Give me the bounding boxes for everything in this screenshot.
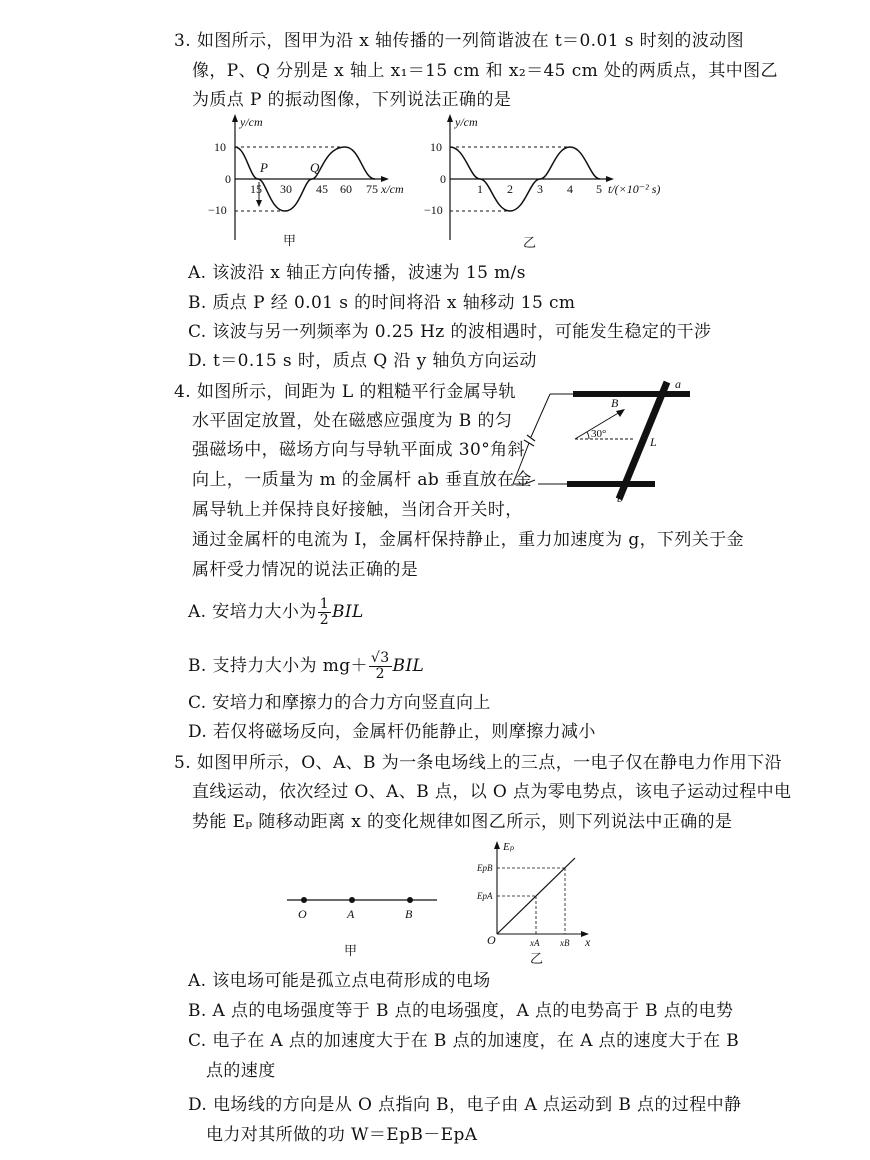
q3-vib-xlabel: t/(×10⁻² s) <box>608 182 661 196</box>
q4-option-c: C. 安培力和摩擦力的合力方向竖直向上 <box>188 693 491 713</box>
q4-option-a-den: 2 <box>319 612 329 628</box>
q3-wave-y-arrow <box>232 114 238 122</box>
q3-wave-xtick-75: 75 <box>366 182 378 196</box>
q3-option-a: A. 该波沿 x 轴正方向传播，波速为 15 m/s <box>188 263 526 283</box>
q4-option-b-prefix: B. 支持力大小为 mg＋ <box>188 656 368 676</box>
q4-stem-line5: 属导轨上并保持良好接触，当闭合开关时， <box>192 500 523 520</box>
q3-wave-xtick-30: 30 <box>280 182 292 196</box>
q3-wave-xtick-60: 60 <box>340 182 352 196</box>
q3-wave-point-p: P <box>260 160 268 175</box>
q3-wave-point-q: Q <box>310 160 320 175</box>
q5-ep-caption: 乙 <box>530 951 544 966</box>
q5-stem-line1: 5. 如图甲所示，O、A、B 为一条电场线上的三点，一电子仅在静电力作用下沿 <box>174 753 782 773</box>
q4-angle-arc <box>587 432 589 439</box>
q4-stem-line2: 水平固定放置，处在磁感应强度为 B 的匀 <box>192 411 513 431</box>
q5-stem-line2: 直线运动，依次经过 O、A、B 点，以 O 点为零电势点，该电子运动过程中电 <box>192 782 792 802</box>
q5-option-d-line1: D. 电场线的方向是从 O 点指向 B，电子由 A 点运动到 B 点的过程中静 <box>188 1095 742 1115</box>
q5-ep-tick-xb: xB <box>560 938 570 948</box>
q5-option-a: A. 该电场可能是孤立点电荷形成的电场 <box>188 971 491 991</box>
q5-field-caption: 甲 <box>344 943 358 958</box>
q3-stem-line1: 3. 如图所示，图甲为沿 x 轴传播的一列简谐波在 t＝0.01 s 时刻的波动图 <box>174 31 745 51</box>
q5-point-a <box>349 897 355 903</box>
q4-stem-line6: 通过金属杆的电流为 I，金属杆保持静止，重力加速度为 g，下列关于金 <box>192 530 745 550</box>
q5-ep-tick-epb: EpB <box>477 863 493 873</box>
q3-option-b: B. 质点 P 经 0.01 s 的时间将沿 x 轴移动 15 cm <box>188 293 576 313</box>
q4-rail-diagram <box>505 374 705 509</box>
q4-option-b-suffix: BIL <box>392 656 425 676</box>
q3-vib-xtick-5: 5 <box>596 182 602 196</box>
q3-wave-graph <box>200 112 404 252</box>
q3-vib-ytick-bottom: −10 <box>424 203 443 217</box>
q4-switch-arm <box>525 480 535 484</box>
q3-vib-xtick-4: 4 <box>567 182 573 196</box>
q5-ep-graph <box>475 838 625 968</box>
q3-wave-ytick-top: 10 <box>214 140 226 154</box>
q4-option-b <box>188 651 424 682</box>
q5-ep-xlabel: x <box>585 935 591 949</box>
q4-label-b: b <box>617 491 623 505</box>
q4-angle-label: 30° <box>591 428 607 440</box>
q3-wave-origin: 0 <box>225 172 231 186</box>
q5-field-line-figure <box>282 880 452 970</box>
q3-wave-caption: 甲 <box>283 233 297 248</box>
q5-option-b: B. A 点的电场强度等于 B 点的电场强度，A 点的电势高于 B 点的电势 <box>188 1001 734 1021</box>
q5-point-o <box>301 897 307 903</box>
q4-field-arrowhead <box>616 409 625 417</box>
q5-option-c-line1: C. 电子在 A 点的加速度大于在 B 点的加速度，在 A 点的速度大于在 B <box>188 1031 740 1051</box>
q4-option-a-num: 1 <box>319 596 329 612</box>
q4-option-a-prefix: A. 安培力大小为 <box>188 602 317 622</box>
q3-wave-ylabel: y/cm <box>240 115 263 129</box>
q3-vib-ytick-top: 10 <box>430 140 442 154</box>
q4-option-a-suffix: BIL <box>332 602 364 622</box>
q3-vib-origin: 0 <box>440 172 446 186</box>
q3-stem-line3: 为质点 P 的振动图像，下列说法正确的是 <box>192 90 512 110</box>
q4-circuit-left-lower <box>513 443 529 484</box>
q4-label-B: B <box>611 396 619 410</box>
q5-point-b <box>407 897 413 903</box>
q3-wave-ytick-bottom: −10 <box>208 203 227 217</box>
q4-label-L: L <box>650 435 657 449</box>
q4-stem-line3: 强磁场中，磁场方向与导轨平面成 30°角斜 <box>192 440 525 460</box>
q5-label-b: B <box>405 907 413 921</box>
q3-stem-line2: 像，P、Q 分别是 x 轴上 x₁＝15 cm 和 x₂＝45 cm 处的两质点，其中图乙 <box>192 61 778 81</box>
q5-ep-origin: O <box>487 933 496 947</box>
q4-option-b-den: 2 <box>375 666 385 682</box>
q5-label-a: A <box>347 907 355 921</box>
q5-option-d-line2: 电力对其所做的功 W＝EpB－EpA <box>206 1125 478 1145</box>
q5-label-o: O <box>298 907 307 921</box>
q4-circuit-left-upper <box>531 394 550 437</box>
q5-option-c-line2: 点的速度 <box>206 1061 276 1081</box>
q4-option-a <box>188 597 364 628</box>
q3-wave-xtick-45: 45 <box>316 182 328 196</box>
q3-wave-p-arrowhead <box>256 200 262 207</box>
q4-option-b-num: √3 <box>370 650 390 666</box>
q3-vib-xtick-2: 2 <box>507 182 513 196</box>
q3-vib-xtick-3: 3 <box>537 182 543 196</box>
q3-vibration-graph <box>420 112 670 252</box>
q5-ep-tick-epa: EpA <box>477 891 493 901</box>
q3-vib-y-arrow <box>447 114 453 122</box>
q3-wave-xtick-15: 15 <box>250 182 262 196</box>
q4-stem-line4: 向上，一质量为 m 的金属杆 ab 垂直放在金 <box>192 470 532 490</box>
q3-option-d: D. t＝0.15 s 时，质点 Q 沿 y 轴负方向运动 <box>188 351 537 371</box>
q5-ep-ylabel: Eₚ <box>503 841 515 853</box>
q4-label-a: a <box>675 377 681 391</box>
q4-stem-line7: 属杆受力情况的说法正确的是 <box>192 560 419 580</box>
q4-option-b-fraction <box>369 651 392 682</box>
q3-wave-xlabel: x/cm <box>381 182 404 196</box>
q3-vib-ylabel: y/cm <box>455 115 478 129</box>
q3-option-c: C. 该波与另一列频率为 0.25 Hz 的波相遇时，可能发生稳定的干涉 <box>188 322 712 342</box>
q5-ep-tick-xa: xA <box>530 938 540 948</box>
q4-option-a-fraction <box>318 597 331 628</box>
q3-vib-xtick-1: 1 <box>477 182 483 196</box>
q5-stem-line3: 势能 Eₚ 随移动距离 x 的变化规律如图乙所示，则下列说法中正确的是 <box>192 812 733 832</box>
q4-option-d: D. 若仅将磁场反向，金属杆仍能静止，则摩擦力减小 <box>188 722 596 742</box>
q4-stem-line1: 4. 如图所示，间距为 L 的粗糙平行金属导轨 <box>174 382 516 402</box>
q3-vib-caption: 乙 <box>523 235 537 250</box>
q5-ep-y-arrow <box>494 841 500 849</box>
